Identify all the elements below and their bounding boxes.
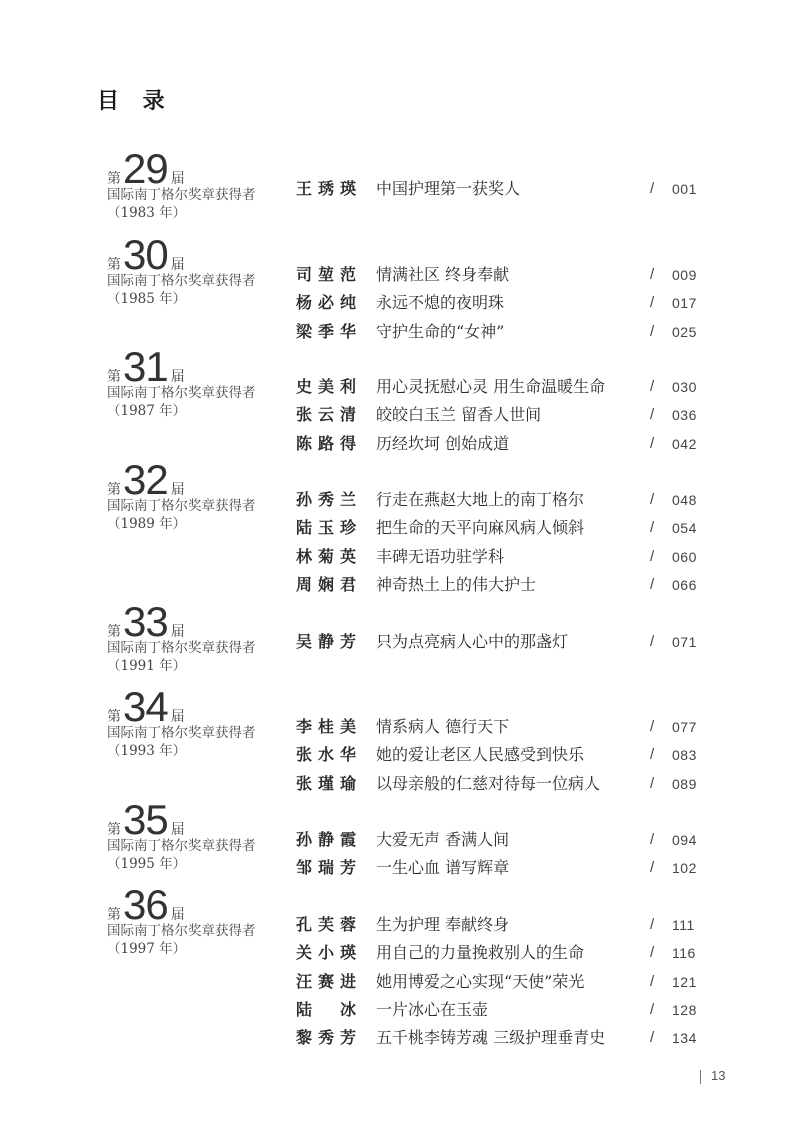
entry-title: 只为点亮病人心中的那盏灯 xyxy=(376,632,569,651)
entry-author-name: 林菊英 xyxy=(296,546,356,566)
entry-author-name: 黎秀芳 xyxy=(296,1028,356,1048)
entry-title: 以母亲般的仁慈对待每一位病人 xyxy=(376,773,601,793)
session-number: 33 xyxy=(123,598,168,645)
session-prefix: 第 xyxy=(107,624,121,640)
entry-separator: / xyxy=(650,633,655,650)
entry-page-number: 102 xyxy=(672,860,697,877)
session-year: （1993 年） xyxy=(107,743,187,759)
session-award-label: 国际南丁格尔奖章获得者 xyxy=(107,187,256,203)
session-number: 36 xyxy=(123,881,168,928)
entry-separator: / xyxy=(650,774,655,792)
toc-entry[interactable] xyxy=(0,433,800,461)
entry-author-name: 王琇瑛 xyxy=(296,179,356,198)
entry-separator: / xyxy=(650,718,655,735)
session-number: 32 xyxy=(123,456,168,503)
session-number: 35 xyxy=(123,796,168,843)
session-prefix: 第 xyxy=(107,709,121,725)
entry-separator: / xyxy=(650,180,655,197)
toc-entry[interactable] xyxy=(0,546,800,574)
entry-page-number: 094 xyxy=(672,832,697,848)
entry-title: 她用博爱之心实现“天使”荣光 xyxy=(376,971,585,991)
session-year: （1995 年） xyxy=(107,856,187,872)
entry-author-name: 史美利 xyxy=(296,377,356,396)
session-year: （1983 年） xyxy=(107,205,187,221)
entry-page-number: 025 xyxy=(672,323,697,340)
toc-entry[interactable] xyxy=(0,857,800,885)
toc-entry[interactable] xyxy=(0,292,800,320)
session-suffix: 届 xyxy=(170,822,185,838)
session-award-label: 国际南丁格尔奖章获得者 xyxy=(107,923,256,939)
entry-author-name: 陆玉珍 xyxy=(296,518,356,538)
entry-separator: / xyxy=(650,1029,655,1047)
entry-title: 中国护理第一获奖人 xyxy=(376,179,521,198)
entry-page-number: 066 xyxy=(672,576,697,593)
entry-title: 把生命的天平向麻风病人倾斜 xyxy=(376,518,585,538)
entry-title: 神奇热土上的伟大护士 xyxy=(376,574,537,594)
entry-title: 她的爱让老区人民感受到快乐 xyxy=(376,745,585,765)
entry-separator: / xyxy=(650,519,655,537)
entry-author-name: 梁季华 xyxy=(296,321,356,341)
entry-page-number: 134 xyxy=(672,1030,697,1047)
session-suffix: 届 xyxy=(170,369,185,385)
entry-title: 丰碑无语功驻学科 xyxy=(376,546,505,566)
session-year: （1997 年） xyxy=(107,941,187,957)
toc-entry[interactable] xyxy=(0,517,800,545)
entry-page-number: 077 xyxy=(672,719,697,735)
entry-author-name: 陈路得 xyxy=(296,433,356,453)
entry-author-name: 汪赛进 xyxy=(296,971,356,991)
toc-entry[interactable] xyxy=(0,942,800,970)
session-year: （1985 年） xyxy=(107,291,187,307)
entry-title: 一生心血 谱写辉章 xyxy=(376,858,510,878)
entry-author-name: 陆 冰 xyxy=(296,999,356,1019)
entry-author-name: 李桂美 xyxy=(296,717,356,736)
entry-title: 情系病人 德行天下 xyxy=(376,717,510,736)
session-prefix: 第 xyxy=(107,369,121,385)
entry-page-number: 071 xyxy=(672,634,697,650)
entry-title: 用心灵抚慰心灵 用生命温暖生命 xyxy=(376,377,606,396)
session-award-label: 国际南丁格尔奖章获得者 xyxy=(107,725,256,741)
entry-author-name: 杨必纯 xyxy=(296,293,356,313)
entry-separator: / xyxy=(650,831,655,848)
page-number: 13 xyxy=(711,1068,726,1083)
session-year: （1989 年） xyxy=(107,516,187,532)
entry-author-name: 周娴君 xyxy=(296,574,356,594)
entry-author-name: 孙静霞 xyxy=(296,830,356,849)
toc-entry[interactable] xyxy=(0,1027,800,1055)
entry-title: 五千桃李铸芳魂 三级护理垂青史 xyxy=(376,1028,606,1048)
entry-author-name: 张云清 xyxy=(296,405,356,425)
toc-entry[interactable] xyxy=(0,404,800,432)
entry-separator: / xyxy=(650,266,655,283)
session-award-label: 国际南丁格尔奖章获得者 xyxy=(107,838,256,854)
session-award-label: 国际南丁格尔奖章获得者 xyxy=(107,385,256,401)
entry-separator: / xyxy=(650,1000,655,1018)
entry-page-number: 054 xyxy=(672,520,697,537)
entry-page-number: 030 xyxy=(672,379,697,395)
entry-separator: / xyxy=(650,859,655,877)
entry-separator: / xyxy=(650,378,655,395)
entry-page-number: 036 xyxy=(672,407,697,424)
session-suffix: 届 xyxy=(170,171,185,187)
entry-page-number: 128 xyxy=(672,1001,697,1018)
entry-separator: / xyxy=(650,491,655,508)
entry-separator: / xyxy=(650,972,655,990)
entry-separator: / xyxy=(650,322,655,340)
entry-page-number: 083 xyxy=(672,747,697,764)
toc-entry[interactable] xyxy=(0,744,800,772)
entry-author-name: 张瑾瑜 xyxy=(296,773,356,793)
entry-title: 用自己的力量挽救别人的生命 xyxy=(376,943,585,963)
entry-title: 历经坎坷 创始成道 xyxy=(376,433,510,453)
session-year: （1991 年） xyxy=(107,658,187,674)
entry-page-number: 060 xyxy=(672,548,697,565)
session-suffix: 届 xyxy=(170,907,185,923)
toc-entry[interactable] xyxy=(0,631,800,659)
entry-title: 守护生命的“女神” xyxy=(376,321,505,341)
entry-page-number: 121 xyxy=(672,973,697,990)
toc-entry[interactable] xyxy=(0,773,800,801)
session-suffix: 届 xyxy=(170,709,185,725)
session-number: 34 xyxy=(123,683,168,730)
entry-page-number: 042 xyxy=(672,435,697,452)
entry-title: 皎皎白玉兰 留香人世间 xyxy=(376,405,542,425)
toc-entry[interactable] xyxy=(0,829,800,857)
folio-divider xyxy=(700,1070,701,1084)
entry-page-number: 001 xyxy=(672,181,697,197)
entry-page-number: 017 xyxy=(672,295,697,312)
entry-page-number: 089 xyxy=(672,775,697,792)
toc-entry[interactable] xyxy=(0,971,800,999)
entry-separator: / xyxy=(650,434,655,452)
entry-title: 行走在燕赵大地上的南丁格尔 xyxy=(376,490,585,509)
entry-separator: / xyxy=(650,944,655,962)
entry-author-name: 张水华 xyxy=(296,745,356,765)
session-suffix: 届 xyxy=(170,624,185,640)
session-year: （1987 年） xyxy=(107,403,187,419)
session-suffix: 届 xyxy=(170,482,185,498)
session-number: 31 xyxy=(123,343,168,390)
session-award-label: 国际南丁格尔奖章获得者 xyxy=(107,273,256,289)
toc-entry[interactable] xyxy=(0,716,800,744)
entry-page-number: 048 xyxy=(672,492,697,508)
entry-separator: / xyxy=(650,406,655,424)
session-suffix: 届 xyxy=(170,257,185,273)
session-prefix: 第 xyxy=(107,822,121,838)
page-folio xyxy=(700,1068,725,1084)
session-prefix: 第 xyxy=(107,482,121,498)
entry-separator: / xyxy=(650,916,655,933)
entry-separator: / xyxy=(650,547,655,565)
entry-page-number: 111 xyxy=(672,917,695,933)
entry-author-name: 孔芙蓉 xyxy=(296,915,356,934)
toc-entry[interactable] xyxy=(0,376,800,404)
toc-entry[interactable] xyxy=(0,489,800,517)
session-award-label: 国际南丁格尔奖章获得者 xyxy=(107,640,256,656)
entry-title: 一片冰心在玉壶 xyxy=(376,999,489,1019)
toc-entry[interactable] xyxy=(0,914,800,942)
toc-entry[interactable] xyxy=(0,999,800,1027)
entry-title: 永远不熄的夜明珠 xyxy=(376,293,505,313)
entry-page-number: 116 xyxy=(672,945,696,962)
session-prefix: 第 xyxy=(107,257,121,273)
session-number: 29 xyxy=(123,145,168,192)
entry-title: 情满社区 终身奉献 xyxy=(376,265,510,284)
session-prefix: 第 xyxy=(107,171,121,187)
entry-author-name: 吴静芳 xyxy=(296,632,356,651)
entry-author-name: 关小瑛 xyxy=(296,943,356,963)
entry-separator: / xyxy=(650,294,655,312)
entry-separator: / xyxy=(650,746,655,764)
page-title: 目 录 xyxy=(97,89,173,114)
entry-author-name: 邹瑞芳 xyxy=(296,858,356,878)
entry-author-name: 司堃范 xyxy=(296,265,356,284)
entry-title: 生为护理 奉献终身 xyxy=(376,915,510,934)
toc-entry[interactable] xyxy=(0,574,800,602)
entry-page-number: 009 xyxy=(672,267,697,283)
toc-entry[interactable] xyxy=(0,178,800,206)
session-number: 30 xyxy=(123,231,168,278)
session-prefix: 第 xyxy=(107,907,121,923)
entry-separator: / xyxy=(650,575,655,593)
toc-entry[interactable] xyxy=(0,321,800,349)
entry-title: 大爱无声 香满人间 xyxy=(376,830,510,849)
entry-author-name: 孙秀兰 xyxy=(296,490,356,509)
session-award-label: 国际南丁格尔奖章获得者 xyxy=(107,498,256,514)
toc-entry[interactable] xyxy=(0,264,800,292)
